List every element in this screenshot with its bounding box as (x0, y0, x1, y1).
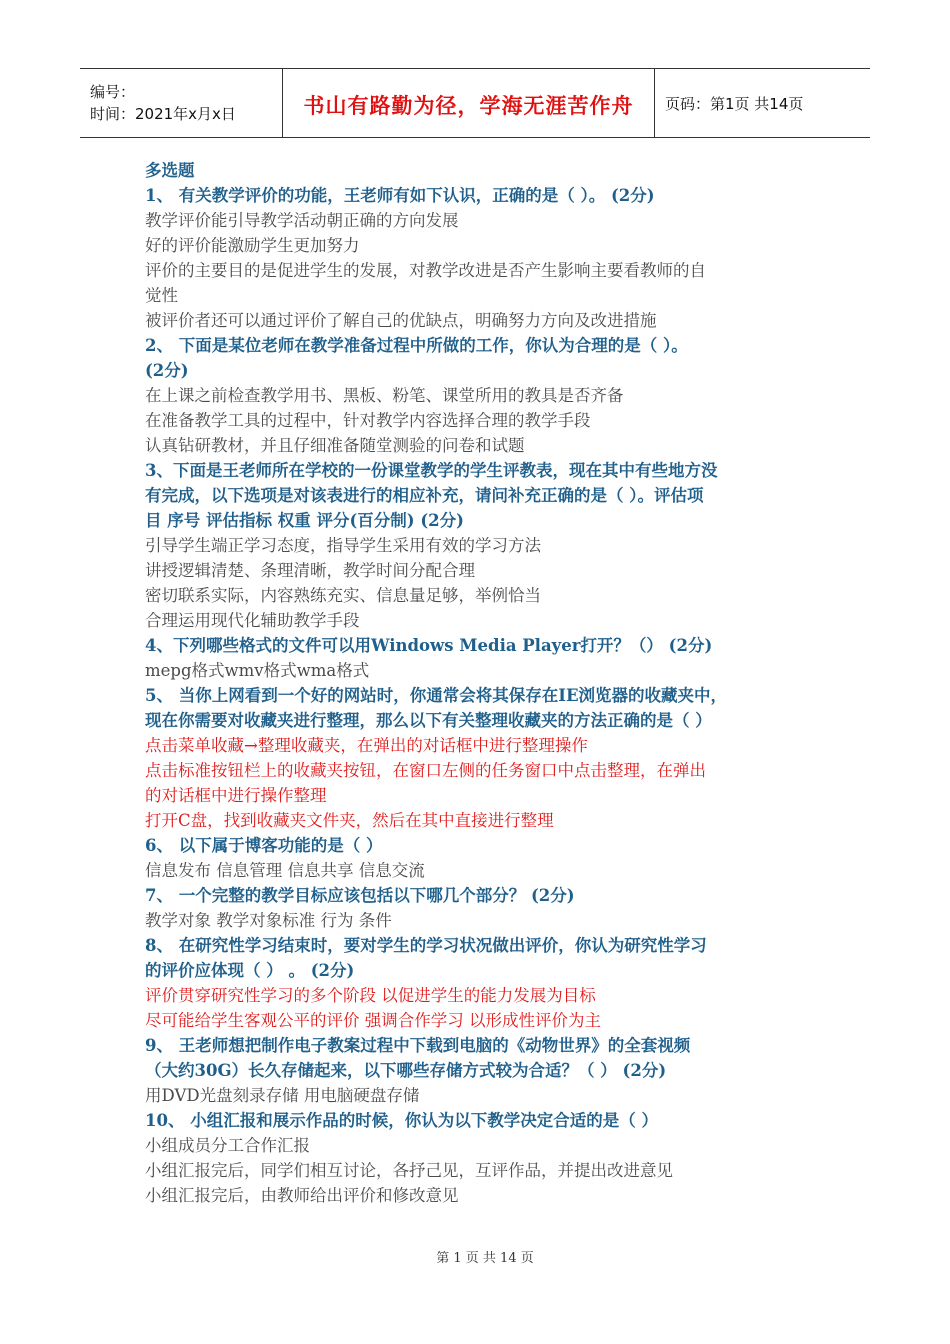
option-text: 被评价者还可以通过评价了解自己的优缺点，明确努力方向及改进措施 (145, 311, 657, 330)
option-text: 觉性 (145, 286, 178, 305)
document-body (145, 158, 825, 1208)
header-motto: 书山有路勤为径，学海无涯苦作舟 (303, 94, 634, 118)
question-text: 的评价应体现（ ） 。 (2分) (145, 961, 355, 980)
header-page-info: 页码：第1页 共14页 (665, 94, 804, 113)
question-text: 2、 下面是某位老师在教学准备过程中所做的工作，你认为合理的是（ ）。 (145, 336, 688, 355)
document-time: 时间：2021年x月x日 (90, 105, 236, 123)
header-meta (80, 69, 283, 137)
question-text: 现在你需要对收藏夹进行整理，那么以下有关整理收藏夹的方法正确的是（ ） (145, 711, 712, 730)
section-title: 多选题 (145, 161, 195, 180)
question-text: 7、 一个完整的教学目标应该包括以下哪几个部分？ (2分) (145, 886, 575, 905)
question-text: 1、 有关教学评价的功能，王老师有如下认识，正确的是（ ）。 (2分) (145, 186, 655, 205)
page-header (80, 68, 870, 138)
option-text: 小组汇报完后，由教师给出评价和修改意见 (145, 1186, 459, 1205)
question-text: 3、下面是王老师所在学校的一份课堂教学的学生评教表，现在其中有些地方没 (145, 461, 718, 480)
option-text: 教学评价能引导教学活动朝正确的方向发展 (145, 211, 459, 230)
option-text: 点击标准按钮栏上的收藏夹按钮，在窗口左侧的任务窗口中点击整理，在弹出 (145, 761, 706, 780)
document-number-label: 编号： (90, 83, 136, 101)
question-text: 8、 在研究性学习结束时，要对学生的学习状况做出评价，你认为研究性学习 (145, 936, 707, 955)
option-text: 教学对象 教学对象标准 行为 条件 (145, 911, 392, 930)
option-text: 认真钻研教材，并且仔细准备随堂测验的问卷和试题 (145, 436, 525, 455)
option-text: 好的评价能激励学生更加努力 (145, 236, 360, 255)
question-text: (2分) (145, 361, 189, 380)
question-text: 5、 当你上网看到一个好的网站时，你通常会将其保存在IE浏览器的收藏夹中， (145, 686, 728, 705)
option-text: 合理运用现代化辅助教学手段 (145, 611, 360, 630)
option-text: 引导学生端正学习态度，指导学生采用有效的学习方法 (145, 536, 541, 555)
option-text: mepg格式wmv格式wma格式 (145, 661, 370, 680)
option-text: 小组成员分工合作汇报 (145, 1136, 310, 1155)
question-text: 目 序号 评估指标 权重 评分(百分制) (2分) (145, 511, 464, 530)
question-text: 10、 小组汇报和展示作品的时候，你认为以下教学决定合适的是（ ） (145, 1111, 658, 1130)
question-text: （大约30G）长久存储起来，以下哪些存储方式较为合适？（ ） (2分) (145, 1061, 667, 1080)
option-text: 尽可能给学生客观公平的评价 强调合作学习 以形成性评价为主 (145, 1011, 601, 1030)
option-text: 用DVD光盘刻录存储 用电脑硬盘存储 (145, 1086, 420, 1105)
question-list (145, 183, 825, 1208)
option-text: 讲授逻辑清楚、条理清晰，教学时间分配合理 (145, 561, 475, 580)
option-text: 点击菜单收藏→整理收藏夹，在弹出的对话框中进行整理操作 (145, 736, 588, 755)
page-footer: 第 1 页 共 14 页 (436, 1251, 534, 1266)
question-text: 有完成，以下选项是对该表进行的相应补充，请问补充正确的是（ ）。评估项 (145, 486, 704, 505)
header-motto-cell (283, 69, 655, 137)
option-text: 评价的主要目的是促进学生的发展，对教学改进是否产生影响主要看教师的自 (145, 261, 706, 280)
option-text: 打开C盘，找到收藏夹文件夹，然后在其中直接进行整理 (145, 811, 554, 830)
option-text: 信息发布 信息管理 信息共享 信息交流 (145, 861, 425, 880)
option-text: 小组汇报完后，同学们相互讨论，各抒己见，互评作品，并提出改进意见 (145, 1161, 673, 1180)
question-text: 6、 以下属于博客功能的是（ ） (145, 836, 383, 855)
option-text: 评价贯穿研究性学习的多个阶段 以促进学生的能力发展为目标 (145, 986, 596, 1005)
question-text: 4、下列哪些格式的文件可以用Windows Media Player打开？（） (2分) (145, 636, 713, 655)
header-page-info-cell (655, 69, 870, 137)
option-text: 密切联系实际，内容熟练充实、信息量足够，举例恰当 (145, 586, 541, 605)
option-text: 在准备教学工具的过程中，针对教学内容选择合理的教学手段 (145, 411, 591, 430)
option-text: 的对话框中进行操作整理 (145, 786, 327, 805)
question-text: 9、 王老师想把制作电子教案过程中下载到电脑的《动物世界》的全套视频 (145, 1036, 691, 1055)
option-text: 在上课之前检查教学用书、黑板、粉笔、课堂所用的教具是否齐备 (145, 386, 624, 405)
